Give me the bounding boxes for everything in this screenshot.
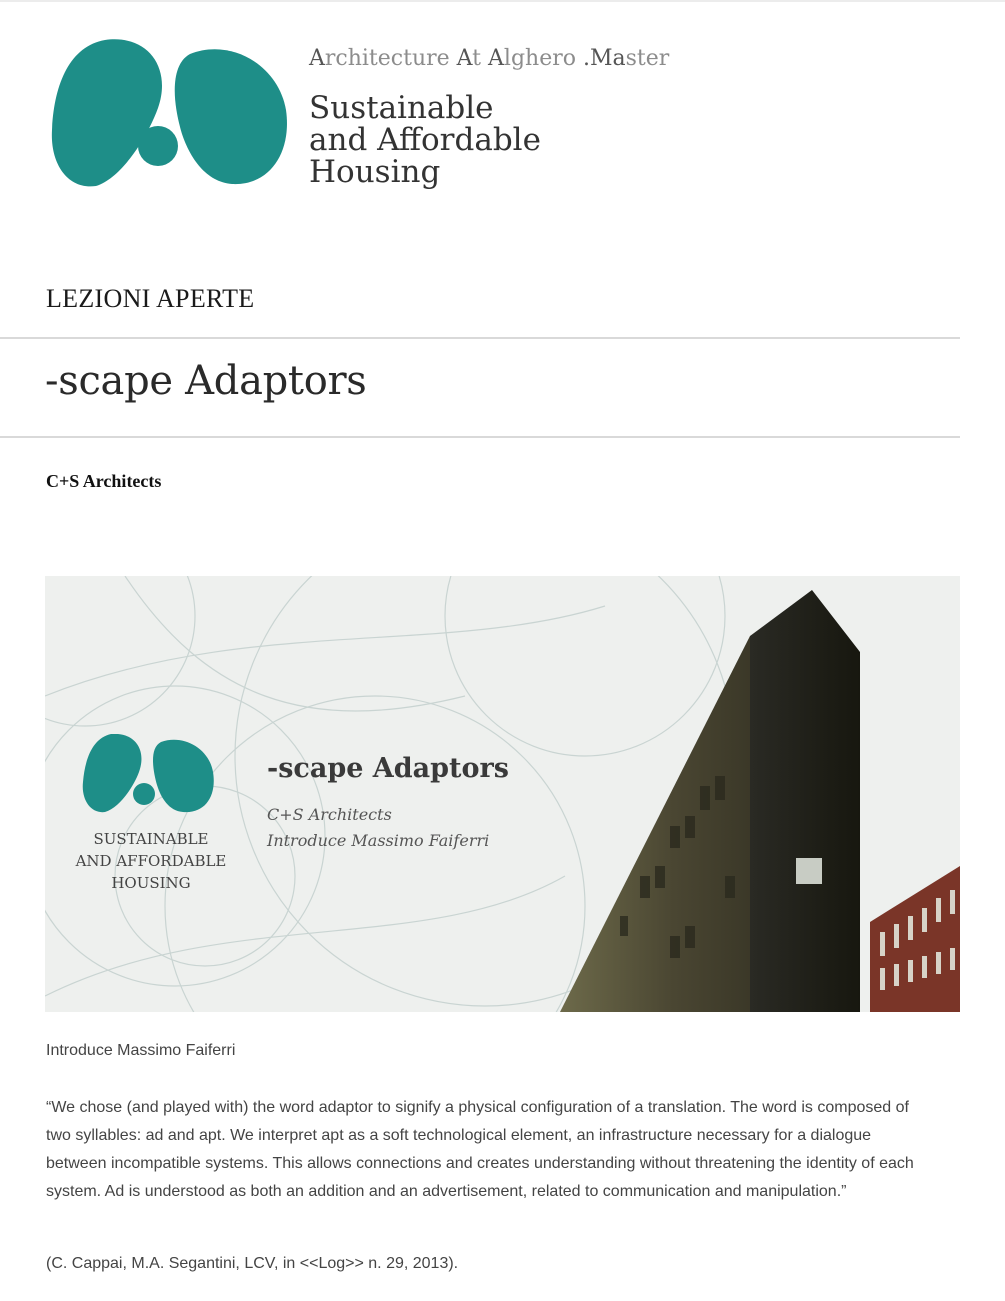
banner-title: -scape Adaptors bbox=[267, 753, 509, 784]
banner-subtitle: C+S Architects Introduce Massimo Faiferri bbox=[267, 805, 490, 850]
top-border bbox=[0, 0, 1005, 2]
building-photo bbox=[560, 576, 960, 1012]
section-label: LEZIONI APERTE bbox=[46, 284, 255, 313]
citation-text: (C. Cappai, M.A. Segantini, LCV, in <<Log>> n. 29, 2013). bbox=[46, 1255, 459, 1272]
brand-tagline: Architecture At Alghero .Master bbox=[309, 46, 670, 71]
intro-text: Introduce Massimo Faiferri bbox=[46, 1042, 236, 1059]
author-name: C+S Architects bbox=[46, 471, 162, 491]
site-logo[interactable] bbox=[50, 38, 290, 188]
brand-title-line: Sustainable bbox=[309, 90, 494, 126]
brand-title-line: and Affordable bbox=[309, 122, 541, 158]
brand-title bbox=[309, 92, 541, 188]
divider bbox=[0, 337, 960, 339]
page-title: -scape Adaptors bbox=[45, 358, 367, 404]
divider bbox=[0, 436, 960, 438]
banner-logo-icon bbox=[81, 734, 221, 814]
banner-logo-text: SUSTAINABLE AND AFFORDABLE HOUSING bbox=[75, 830, 227, 892]
quote-paragraph: “We chose (and played with) the word adaptor to signify a physical configuration of a translation. The word is composed of two syllables: ad and apt. We interpret apt as a soft technological element, an infrastructure necessary for a dialogue between incompatible systems. This allows connections and creates understanding without threatening the identity of each system. Ad is understood as both an addition and an advertisement, related to communication and manipulation.” bbox=[46, 1099, 914, 1200]
event-banner-image bbox=[45, 576, 960, 1012]
aa-master-logo-icon bbox=[50, 38, 290, 188]
brand-title-line: Housing bbox=[309, 154, 441, 190]
